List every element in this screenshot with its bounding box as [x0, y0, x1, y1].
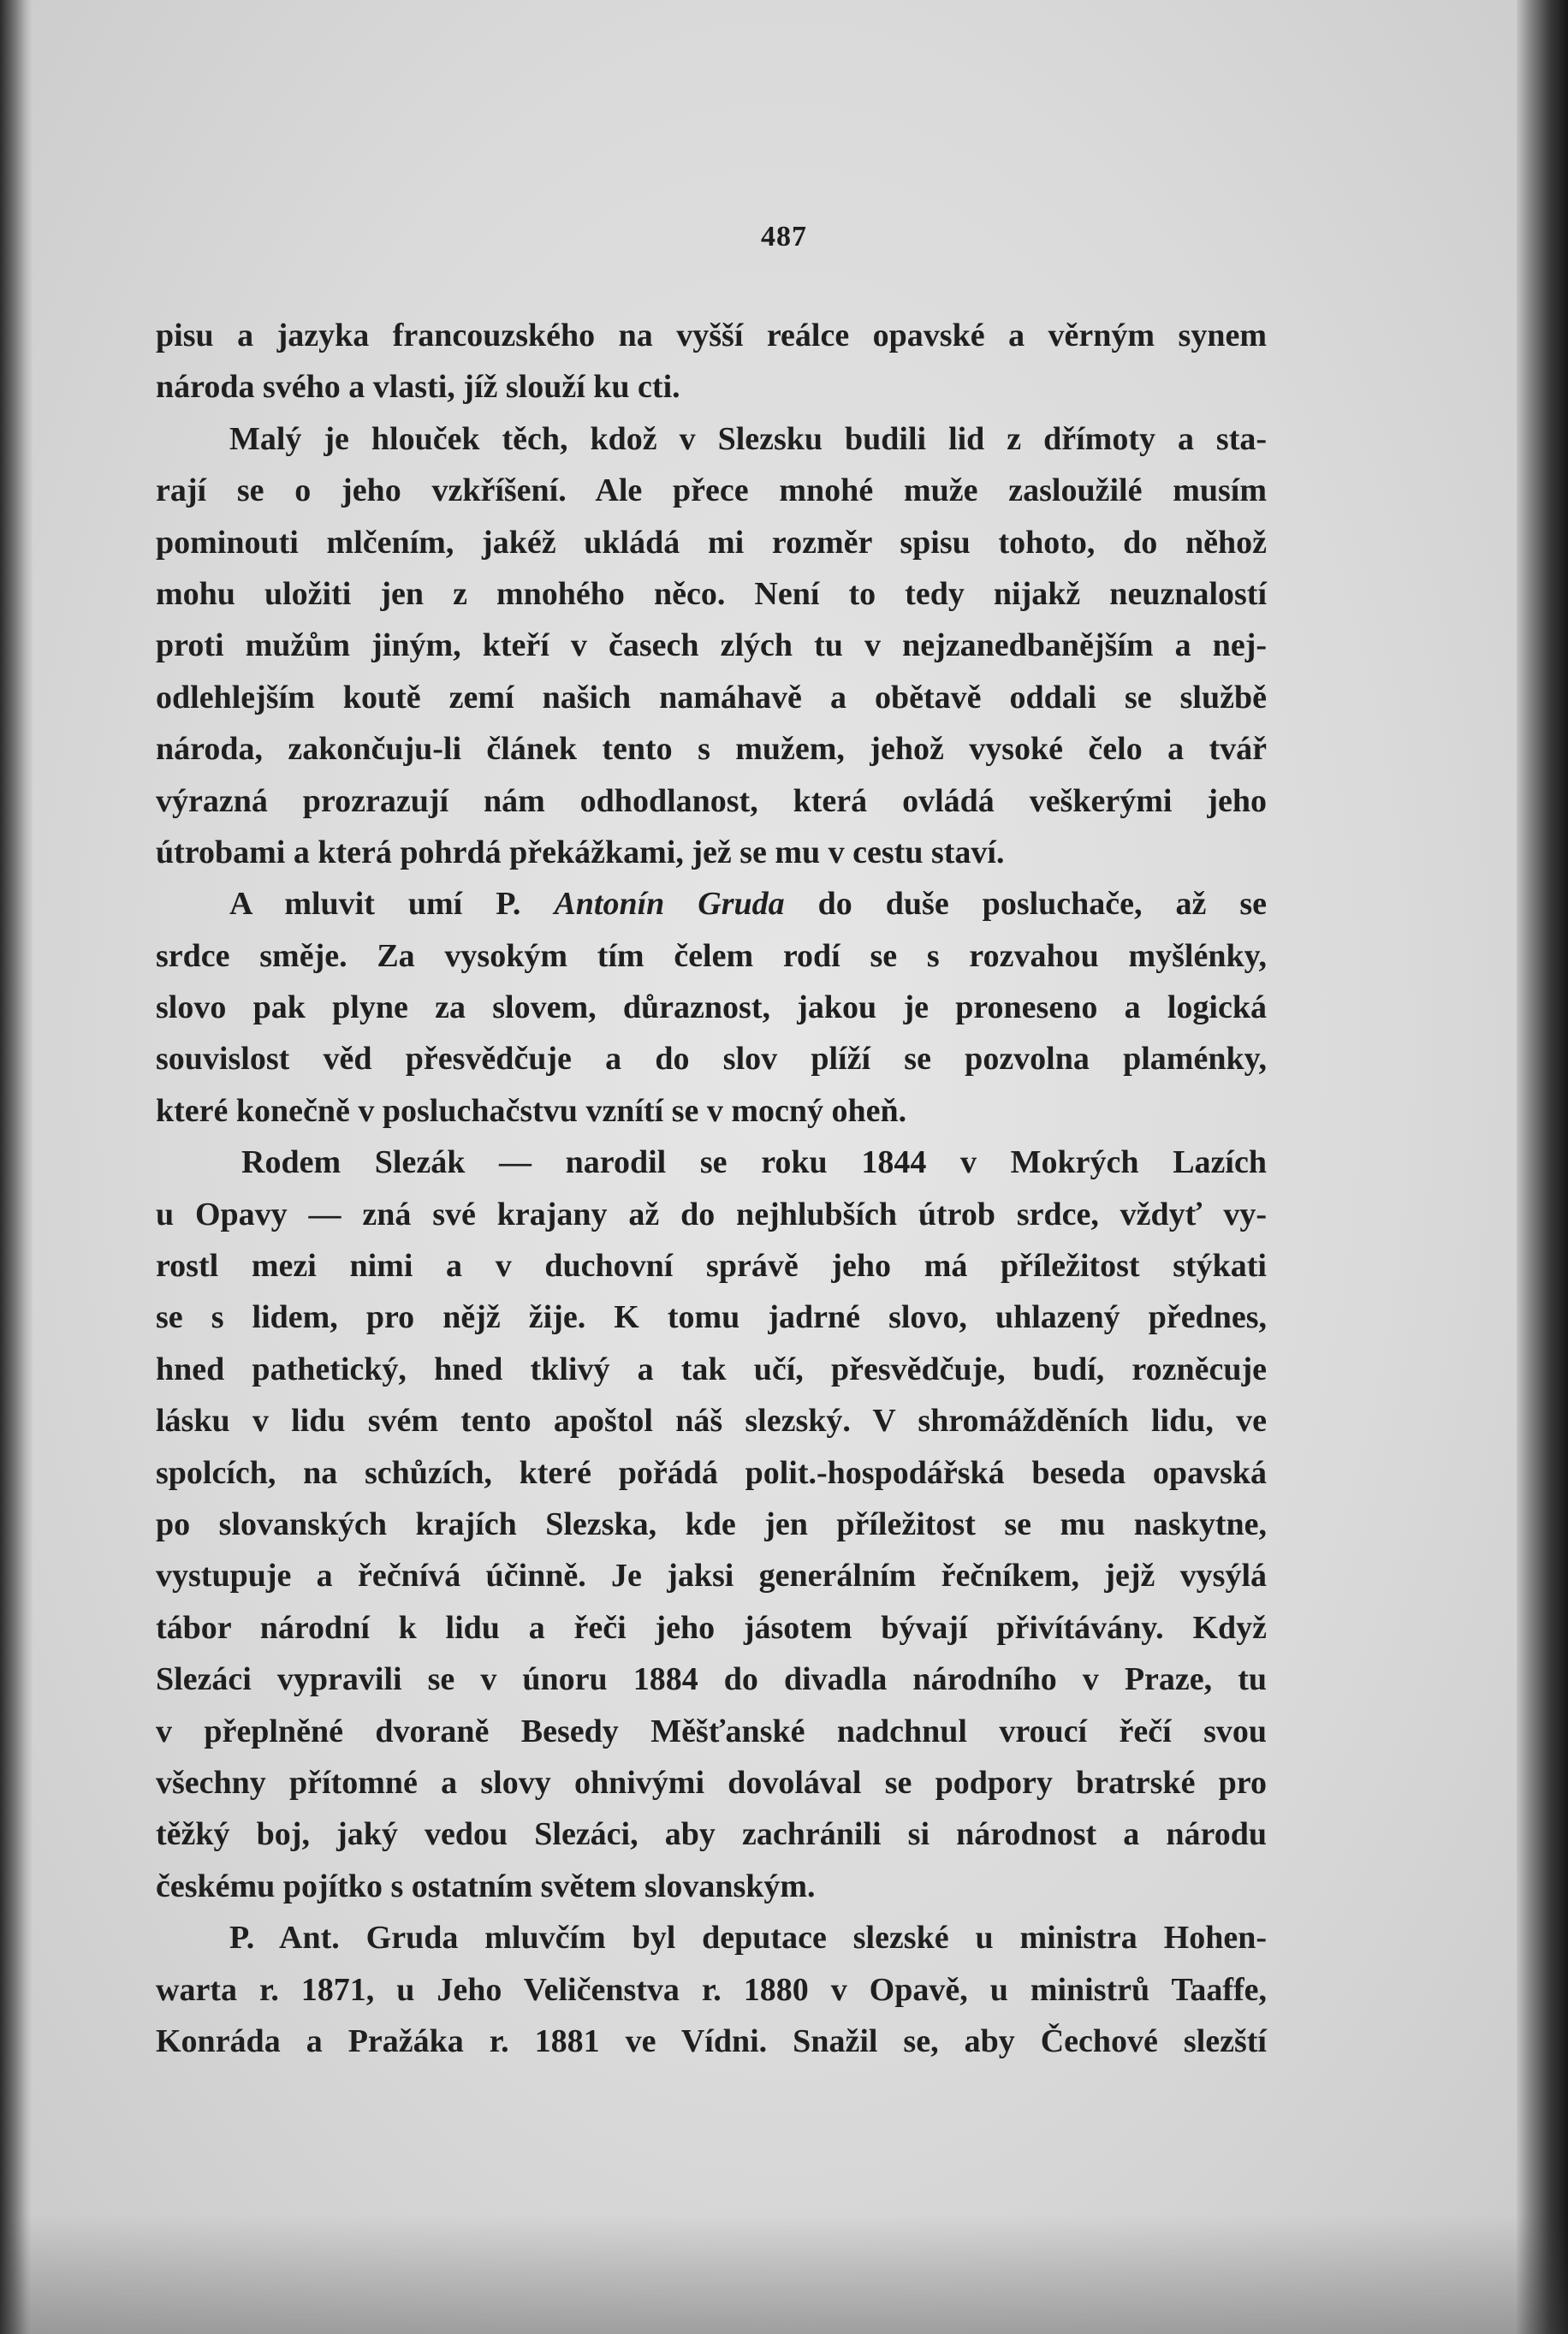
text-fragment: do duše posluchače, až se — [817, 886, 1268, 923]
text-line: proti mužům jiným, kteří v časech zlých tu v nejzanedbanějším a nej- — [156, 627, 1267, 664]
text-line: všechny přítomné a slovy ohnivými dovolával se podpory bratrské pro — [156, 1764, 1267, 1801]
text-line: hned pathetický, hned tklivý a tak učí, přesvědčuje, budí, rozněcuje — [156, 1351, 1267, 1387]
page-number: 487 — [761, 221, 807, 252]
text-line: tábor národní k lidu a řeči jeho jásotem bývají přivítávány. Když — [156, 1609, 1267, 1646]
text-line: útrobami a která pohrdá překážkami, jež se mu v cestu staví. — [156, 834, 1005, 870]
text-line: českému pojítko s ostatním světem slovanským. — [156, 1868, 816, 1904]
text-line: odlehlejším koutě zemí našich namáhavě a obětavě oddali se službě — [156, 679, 1267, 716]
text-line-with-emphasis — [156, 878, 1267, 929]
page-bottom-shade — [0, 2214, 1568, 2334]
text-line: rají se o jeho vzkříšení. Ale přece mnohé muže zasloužilé musím — [156, 472, 1267, 509]
text-line: spolcích, na schůzích, které pořádá polit.-hospodářská beseda opavská — [156, 1454, 1267, 1491]
text-line: P. Ant. Gruda mluvčím byl deputace slezské u ministra Hohen- — [229, 1920, 1267, 1957]
text-line: po slovanských krajích Slezska, kde jen příležitost se mu naskytne, — [156, 1506, 1267, 1542]
text-line: srdce směje. Za vysokým tím čelem rodí se s rozvahou myšlénky, — [156, 937, 1267, 974]
text-line: rostl mezi nimi a v duchovní správě jeho má příležitost stýkati — [156, 1248, 1267, 1285]
text-line: národa, zakončuju-li článek tento s mužem, jehož vysoké čelo a tvář — [156, 731, 1267, 768]
text-line: Rodem Slezák — narodil se roku 1844 v Mokrých Lazích — [241, 1144, 1267, 1181]
person-name-italic: Antonín Gruda — [554, 886, 785, 923]
text-line: souvislost věd přesvědčuje a do slov plíží se pozvolna plaménky, — [156, 1041, 1267, 1078]
text-line: pominouti mlčením, jakéž ukládá mi rozměr spisu tohoto, do něhož — [156, 524, 1267, 561]
text-line: Slezáci vypravili se v únoru 1884 do divadla národního v Praze, tu — [156, 1661, 1267, 1698]
text-line: slovo pak plyne za slovem, důraznost, jakou je proneseno a logická — [156, 989, 1267, 1026]
text-line: vystupuje a řečnívá účinně. Je jaksi generálním řečníkem, jejž vysýlá — [156, 1558, 1267, 1595]
text-line: se s lidem, pro nějž žije. K tomu jadrné slovo, uhlazený přednes, — [156, 1299, 1267, 1336]
text-line: Malý je hlouček těch, kdož v Slezsku budili lid z dřímoty a sta- — [229, 420, 1267, 457]
text-line: výrazná prozrazují nám odhodlanost, která ovládá veškerými jeho — [156, 782, 1267, 819]
text-line: u Opavy — zná své krajany až do nejhlubších útrob srdce, vždyť vy- — [156, 1196, 1267, 1232]
page-right-edge — [1517, 0, 1568, 2334]
text-line: pisu a jazyka francouzského na vyšší reálce opavské a věrným synem — [156, 318, 1267, 353]
text-line: těžký boj, jaký vedou Slezáci, aby zachránili si národnost a národu — [156, 1816, 1267, 1853]
text-line: které konečně v posluchačstvu vznítí se v mocný oheň. — [156, 1092, 907, 1129]
text-line: Konráda a Pražáka r. 1881 ve Vídni. Snažil se, aby Čechové slezští — [156, 2022, 1267, 2059]
body-text — [156, 310, 1267, 2067]
text-line: lásku v lidu svém tento apoštol náš slezský. V shromážděních lidu, ve — [156, 1403, 1267, 1440]
text-line: mohu uložiti jen z mnohého něco. Není to tedy nijakž neuznalostí — [156, 575, 1267, 612]
text-line: v přeplněné dvoraně Besedy Měšťanské nadchnul vroucí řečí svou — [156, 1713, 1267, 1749]
text-line: národa svého a vlasti, jíž slouží ku cti. — [156, 369, 680, 406]
text-fragment: A mluvit umí P. — [229, 886, 521, 923]
text-line: warta r. 1871, u Jeho Veličenstva r. 1880 v Opavě, u ministrů Taaffe, — [156, 1971, 1267, 2008]
page-left-edge — [0, 0, 33, 2334]
